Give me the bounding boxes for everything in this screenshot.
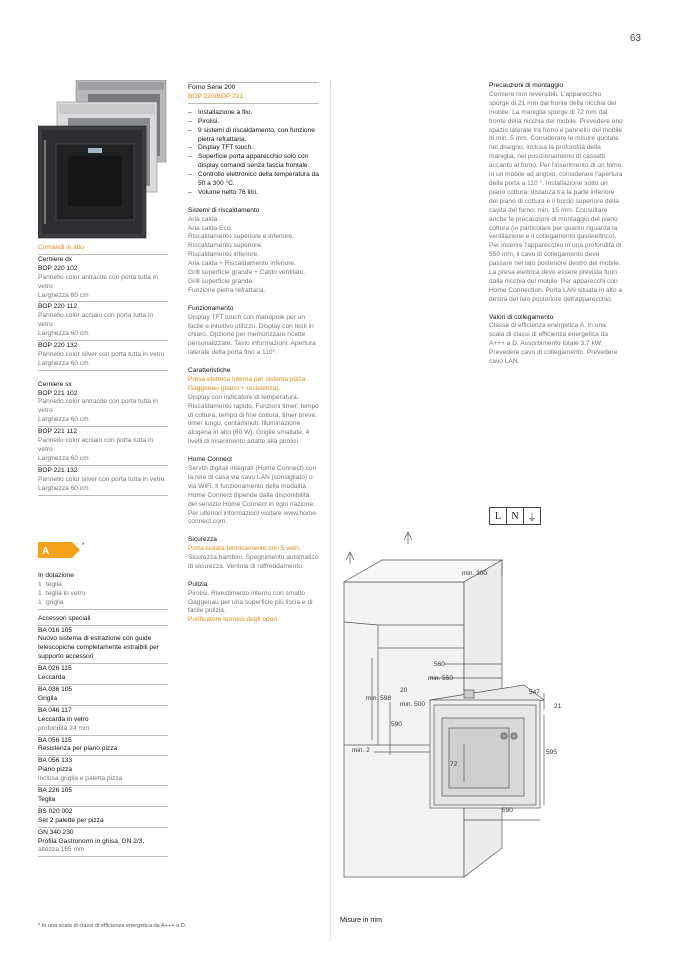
divider <box>38 301 168 302</box>
sicurezza-text: Sicurezza bambini. Spegnimento automatico di sicurezza. Ventola di raffreddamento. <box>188 554 319 570</box>
installation-drawing <box>334 530 564 890</box>
oven-product-images <box>38 80 168 240</box>
divider <box>38 827 168 828</box>
product-code: BOP 221 102 <box>38 389 78 397</box>
dim-min598: min. 598 <box>366 695 391 702</box>
feature-text: Controllo elettronico della temperatura da 50 a 300 °C. <box>198 171 319 188</box>
caratteristiche-text: Display con indicatore di temperatura. Riscaldamento rapido. Funzioni timer: tempo di cottura, tempo di fine cottura, timer breve, timer lungo, contaminuti. Illuminazione alogena in alto (60 W). Griglie smaltate, 4 livelli di inserimento adatte alla pirolisi. <box>188 393 319 446</box>
accessory-code: BA 016 105 <box>38 626 73 634</box>
footnote: * In una scala di classi di efficienza energetica da A+++ a D. <box>38 923 187 929</box>
funzionamento-title: Funzionamento <box>188 304 234 312</box>
product-width: Larghezza 60 cm <box>38 330 89 338</box>
feature-text: 9 sistemi di riscaldamento, con funzione pietra refrattaria. <box>198 126 315 143</box>
product-width: Larghezza 60 cm <box>38 454 89 462</box>
bullet-dash: – <box>188 126 192 134</box>
accessory-code: BA 056 115 <box>38 736 72 744</box>
dim-590b: 590 <box>502 807 513 814</box>
accessory-name: Resistenza per piano pizza <box>38 745 118 753</box>
feature-text: Volume netto 76 litri. <box>198 188 258 196</box>
heating-mode: Aria calda Eco. <box>188 224 233 232</box>
bullet-dash: – <box>188 171 192 179</box>
divider <box>38 370 168 371</box>
valori-text: Classe di efficienza energetica A, in una scala di classi di efficienza energetica da A+++ a D. Assorbimento totale 3,7 kW. Prevedere cavo di collegamento. Prevedere cavo LAN. <box>489 322 618 366</box>
feature-text: Superficie porta apparecchio solo con display comandi senza fascia frontale. <box>198 153 310 170</box>
pulizia-text: Pirolisi. Rivestimento interno con smalto Gaggenau per una superficie più liscia e di facile pulizia. <box>188 589 313 615</box>
accessory-name: Nuovo sistema di estrazione con guide telescopiche completamente estraibili per supporto accessori <box>38 635 159 661</box>
dotazione-item <box>38 581 168 590</box>
dotazione-qty: 1 <box>38 598 42 606</box>
home-connect-title: Home Connect <box>188 456 232 464</box>
product-desc: Pannello color antracite con porta tutta in vetro <box>38 398 158 415</box>
accessory-code: GN 340 230 <box>38 828 74 836</box>
riscaldamento-list <box>188 216 319 296</box>
features-list <box>188 109 319 198</box>
energy-class-label <box>38 542 88 562</box>
accessory-code: BS 020 002 <box>38 807 73 815</box>
dotazione-qty: 1 <box>38 580 42 588</box>
bullet-dash: – <box>188 117 192 125</box>
feature-item <box>188 127 319 145</box>
heating-mode: Aria calda + Riscaldamento inferiore. <box>188 260 296 268</box>
accessory-name: Griglia <box>38 694 58 702</box>
caratteristiche-title: Caratteristiche <box>188 367 231 375</box>
electrical-symbols <box>489 507 541 525</box>
divider <box>38 806 168 807</box>
accessory-note: inclusa griglia e paletta pizza <box>38 775 123 783</box>
heating-mode: Riscaldamento superiore. <box>188 242 263 250</box>
precauzioni-text: Cerniere non reversibili. L'apparecchio sporge di 21 mm dal fronte della nicchia del mobile. La maniglia sporge di 72 mm dal fronte della nicchia del mobile. Prevedere uno spazio laterale tra forno e pannello del mobile di min. 5 mm. Considerare le misure quotate nel disegno, inclusa la profondità della maniglia, nel posizionamento di cassetti accanto al forno. Per l'inserimento di un forno in un mobile ad angolo, considerare l'apertura della porta a 110 °. Installazione sotto un piano cottura: distanza tra la parte inferiore del piano di cottura e il bordo superiore della cavità del forno: min. 15 mm. Consultare anche le precauzioni di montaggio del piano cottura (in particolare per quanto riguarda la ventilazione e il collegamento gas/elettrico). Per inserire l'apparecchio in una profondità di 550 mm, il cavo di collegamento deve passare nel lato posteriore destro del mobile. La presa elettrica deve essere prevista fuori dalla nicchia del mobile. Per apparecchi con Home Connection: Porta LAN situata in alto a destra del lato posteriore dell'apparecchio. <box>489 90 623 303</box>
accessori-title: Accessori speciali <box>38 614 91 622</box>
dotazione-item <box>38 599 168 608</box>
divider <box>38 465 168 466</box>
accessory-code: BA 036 105 <box>38 685 73 693</box>
left-column <box>38 244 168 497</box>
dx-product-list <box>38 265 168 371</box>
heating-mode: Riscaldamento superiore e inferiore. <box>188 233 294 241</box>
accessori-list <box>38 625 168 858</box>
dim-min550: min. 550 <box>428 675 453 682</box>
series-title: Forno Serie 200 <box>188 84 236 91</box>
divider <box>38 340 168 341</box>
feature-item <box>188 153 319 171</box>
product-width: Larghezza 60 cm <box>38 291 89 299</box>
precauzioni-title: Precauzioni di montaggio <box>489 82 564 89</box>
heating-mode: Aria calda. <box>188 215 220 223</box>
dim-min500: min. 500 <box>400 701 425 708</box>
dim-72: 72 <box>450 761 458 768</box>
divider <box>38 785 168 786</box>
earth-icon: ⏚ <box>527 512 537 524</box>
bullet-dash: – <box>188 108 192 116</box>
divider <box>38 663 168 664</box>
dim-547: 547 <box>529 689 540 696</box>
feature-text: Display TFT touch. <box>198 144 254 152</box>
feature-item <box>188 118 319 127</box>
dim-590a: 590 <box>391 721 402 728</box>
accessory-name: Leccarda <box>38 674 66 682</box>
dim-595: 595 <box>546 749 557 756</box>
caratteristiche-highlight: Presa elettrica interna per sistema pizza Gaggenau (piano + resistenza). <box>188 375 306 392</box>
bullet-dash: – <box>188 153 192 161</box>
dim-min300: min. 300 <box>462 570 487 577</box>
neutral-symbol: N <box>507 508 524 524</box>
divider <box>38 684 168 685</box>
accessory-code: BA 026 115 <box>38 665 72 673</box>
models-title: BOP 220/BOP 221 <box>188 92 244 100</box>
product-width: Larghezza 60 cm <box>38 359 89 367</box>
energy-class-text: A <box>42 546 50 557</box>
dotazione-label: teglia in vetro <box>46 589 86 597</box>
heating-mode: Grill superficie grande. <box>188 278 254 286</box>
accessory-code: BA 226 105 <box>38 787 73 795</box>
divider <box>38 755 168 756</box>
cerniere-sx-title: Cerniere sx <box>38 380 72 388</box>
accessory-name: Leccarda in vetro <box>38 715 89 723</box>
middle-column <box>188 82 319 625</box>
product-code: BOP 220 112 <box>38 303 77 311</box>
line-symbol: L <box>490 508 507 524</box>
divider <box>38 735 168 736</box>
riscaldamento-title: Sistemi di riscaldamento <box>188 206 260 214</box>
dim-min2: min. 2 <box>352 747 370 754</box>
pulizia-title: Pulizia <box>188 580 208 588</box>
dotazione-title: In dotazione <box>38 572 74 579</box>
product-width: Larghezza 60 cm <box>38 416 89 424</box>
product-desc: Pannello color silver con porta tutta in vetro <box>38 475 165 483</box>
dim-20: 20 <box>400 687 408 694</box>
divider <box>38 426 168 427</box>
product-desc: Pannello color acciaio con porta tutta in vetro <box>38 312 154 329</box>
accessory-note: profondità 24 mm <box>38 724 90 732</box>
pulizia-highlight: Purificatore termico degli odori. <box>188 616 279 624</box>
product-width: Larghezza 60 cm <box>38 484 89 492</box>
product-code: BOP 221 112 <box>38 428 77 436</box>
divider <box>38 856 168 857</box>
left-column-lower <box>38 572 168 858</box>
page-number: 63 <box>629 33 641 44</box>
sicurezza-highlight: Porta isolata termicamente con 5 vetri. <box>188 545 301 553</box>
accessory-name: Teglia <box>38 795 56 803</box>
divider <box>38 705 168 706</box>
product-code: BOP 221 132 <box>38 466 78 474</box>
feature-item <box>188 171 319 189</box>
feature-text: Installazione a filo. <box>198 108 253 116</box>
product-code: BOP 220 102 <box>38 264 78 272</box>
heating-mode: Funzione pietra refrattaria. <box>188 286 266 294</box>
accessory-name: Piano pizza <box>38 766 73 774</box>
product-desc: Pannello color silver con porta tutta in vetro <box>38 350 165 358</box>
accessory-name: Profila Gastronorm in ghisa, GN 2/3, <box>38 837 145 845</box>
dotazione-list <box>38 581 168 608</box>
feature-item <box>188 189 319 198</box>
sicurezza-title: Sicurezza <box>188 536 217 544</box>
product-code: BOP 220 132 <box>38 342 78 350</box>
accessory-name: Set 2 palette per pizza <box>38 816 104 824</box>
dotazione-label: teglia <box>46 580 62 588</box>
dotazione-item <box>38 590 168 599</box>
funzionamento-text: Display TFT touch con manopole per un facile e intuitivo utilizzo. Display con testi in chiaro. Opzione per memorizzare ricette personalizzate. Tasto informazioni. Apertura laterale della porta fino a 110°. <box>188 313 316 357</box>
valori-title: Valori di collegamento <box>489 313 554 321</box>
comandi-title: Comandi in alto <box>38 244 84 251</box>
heating-mode: Grill superficie grande + Caldo ventilato. <box>188 269 306 277</box>
column-divider <box>330 80 331 940</box>
dotazione-label: griglia <box>46 598 64 606</box>
sx-product-list <box>38 390 168 496</box>
dim-21: 21 <box>554 703 562 710</box>
divider <box>38 625 168 626</box>
accessory-code: BA 056 133 <box>38 757 73 765</box>
bullet-dash: – <box>188 188 192 196</box>
feature-text: Pirolisi. <box>198 117 220 125</box>
product-desc: Pannello color antracite con porta tutta in vetro <box>38 273 158 290</box>
hand-icons <box>346 532 412 564</box>
heating-mode: Riscaldamento inferiore. <box>188 251 260 259</box>
cerniere-dx-title: Cerniere dx <box>38 255 73 263</box>
accessory-note: altezza 165 mm <box>38 846 85 854</box>
product-desc: Pannello color acciaio con porta tutta in vetro <box>38 437 154 454</box>
accessory-code: BA 046 117 <box>38 706 72 714</box>
energy-star: * <box>82 543 85 549</box>
feature-item <box>188 144 319 153</box>
home-connect-text: Servizi digitali integrati (Home Connect) con la rete di casa via cavo LAN (consigliato) o via WiFi. Il funzionamento della modalità Home Connect dipende dalla disponibilità del servizio Home Connect in ogni nazione. Per ulteriori informazioni visitare www.home-connect.com. <box>188 465 319 526</box>
drawing-caption: Misure in mm <box>340 917 383 924</box>
divider <box>38 495 168 496</box>
dotazione-qty: 1 <box>38 589 42 597</box>
bullet-dash: – <box>188 144 192 152</box>
dim-560: 560 <box>434 661 445 668</box>
feature-item <box>188 109 319 118</box>
right-column <box>489 82 623 367</box>
